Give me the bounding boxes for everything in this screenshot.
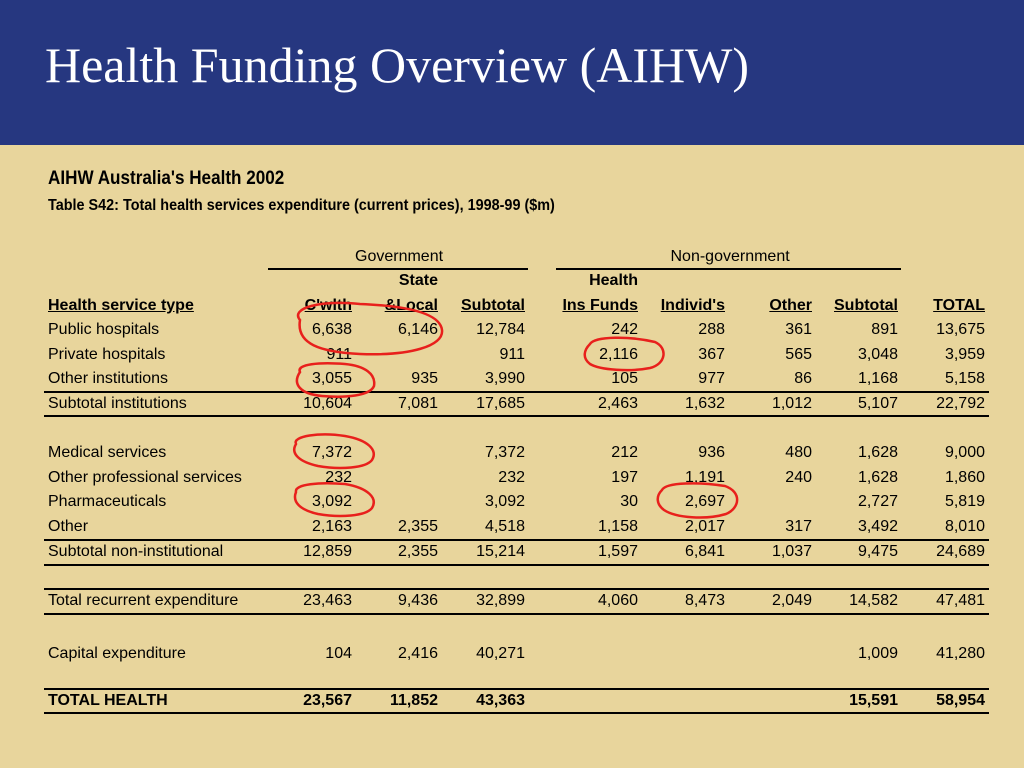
- table-cell: 5,107: [857, 395, 898, 412]
- table-cell: 2,727: [857, 493, 898, 510]
- table-cell: 3,990: [484, 370, 525, 387]
- table-cell: 6,841: [684, 543, 725, 560]
- table-cell: 10,604: [303, 395, 352, 412]
- table-cell: 3,055: [311, 370, 352, 387]
- group-header-non-government: Non-government: [670, 248, 790, 265]
- table-cell: 1,168: [857, 370, 898, 387]
- table-cell: 3,092: [484, 493, 525, 510]
- table-cell: 3,092: [311, 493, 352, 510]
- table-source: AIHW Australia's Health 2002: [48, 168, 285, 189]
- annotation-circle: [297, 363, 374, 396]
- table-cell: 5,158: [944, 370, 985, 387]
- annotation-circle: [298, 303, 442, 354]
- table-cell: 1,628: [857, 444, 898, 461]
- table-cell: 1,632: [684, 395, 725, 412]
- row-label: Public hospitals: [48, 321, 160, 338]
- table-caption: Table S42: Total health services expenditure (current prices), 1998-99 ($m): [48, 197, 555, 214]
- table-cell: 288: [698, 321, 725, 338]
- table-cell: 1,628: [857, 469, 898, 486]
- col-header-state-top: State: [398, 272, 438, 289]
- table-cell: 13,675: [936, 321, 985, 338]
- table-cell: 1,037: [771, 543, 812, 560]
- table-cell: 977: [698, 370, 725, 387]
- row-label: Other professional services: [48, 469, 242, 486]
- table-cell: 86: [794, 370, 812, 387]
- table-cell: 1,158: [597, 518, 638, 535]
- table-cell: 7,372: [311, 444, 352, 461]
- table-cell: 212: [611, 444, 638, 461]
- table-cell: 317: [785, 518, 812, 535]
- table-cell: 8,010: [944, 518, 985, 535]
- col-header-state: &Local: [384, 297, 438, 314]
- table-cell: 15,591: [849, 692, 898, 709]
- col-header-health-top: Health: [589, 272, 638, 289]
- table-cell: 1,860: [944, 469, 985, 486]
- table-cell: 2,697: [684, 493, 725, 510]
- annotation-circle: [295, 483, 374, 516]
- table-cell: 8,473: [684, 592, 725, 609]
- table-cell: 12,784: [476, 321, 525, 338]
- table-cell: 2,049: [771, 592, 812, 609]
- table-cell: 4,060: [597, 592, 638, 609]
- col-header-cwlth: C'wlth: [304, 297, 352, 314]
- table-cell: 367: [698, 346, 725, 363]
- table-cell: 9,000: [944, 444, 985, 461]
- table-cell: 14,582: [849, 592, 898, 609]
- row-label: Subtotal institutions: [48, 395, 187, 412]
- col-header-total: TOTAL: [933, 297, 985, 314]
- annotation-circle: [585, 338, 664, 370]
- table-cell: 11,852: [389, 692, 438, 709]
- table-cell: 32,899: [476, 592, 525, 609]
- row-label: Medical services: [48, 444, 167, 461]
- row-label: Other institutions: [48, 370, 169, 387]
- table-cell: 47,481: [936, 592, 985, 609]
- slide-title: Health Funding Overview (AIHW): [45, 37, 749, 93]
- table-cell: 7,081: [397, 395, 438, 412]
- table-cell: 6,146: [397, 321, 438, 338]
- table-cell: 2,116: [599, 346, 638, 363]
- table-cell: 2,355: [397, 543, 438, 560]
- table-cell: 2,463: [597, 395, 638, 412]
- row-label: Total recurrent expenditure: [48, 592, 239, 609]
- table-cell: 41,280: [936, 645, 985, 662]
- table-cell: 40,271: [476, 645, 525, 662]
- table-cell: 480: [785, 444, 812, 461]
- table-cell: 24,689: [936, 543, 985, 560]
- table-cell: 104: [325, 645, 352, 662]
- col-header-individ: Individ's: [660, 297, 725, 314]
- table-cell: 232: [498, 469, 525, 486]
- table-cell: 43,363: [476, 692, 525, 709]
- table-cell: 105: [611, 370, 638, 387]
- table-cell: 936: [698, 444, 725, 461]
- table-cell: 30: [620, 493, 638, 510]
- table-cell: 2,416: [397, 645, 438, 662]
- col-header-type: Health service type: [48, 297, 194, 314]
- table-cell: 240: [785, 469, 812, 486]
- table-cell: 565: [785, 346, 812, 363]
- group-header-government: Government: [355, 248, 444, 265]
- table-cell: 911: [499, 346, 525, 363]
- table-cell: 232: [325, 469, 352, 486]
- col-header-health: Ins Funds: [562, 297, 638, 314]
- annotation-circle: [294, 434, 373, 468]
- row-label: Pharmaceuticals: [48, 493, 167, 510]
- table-cell: 911: [326, 346, 352, 363]
- table-cell: 23,463: [303, 592, 352, 609]
- row-label: Other: [48, 518, 89, 535]
- table-cell: 891: [871, 321, 898, 338]
- table-cell: 1,009: [857, 645, 898, 662]
- table-cell: 9,475: [857, 543, 898, 560]
- table-cell: 58,954: [936, 692, 985, 709]
- table-cell: 1,012: [771, 395, 812, 412]
- row-label: Private hospitals: [48, 346, 166, 363]
- table-cell: 3,492: [857, 518, 898, 535]
- table-cell: 17,685: [476, 395, 525, 412]
- table-cell: 9,436: [397, 592, 438, 609]
- table-cell: 22,792: [936, 395, 985, 412]
- col-header-ng-subtotal: Subtotal: [834, 297, 898, 314]
- table-cell: 3,048: [857, 346, 898, 363]
- table-cell: 15,214: [476, 543, 525, 560]
- table-cell: 1,597: [597, 543, 638, 560]
- table-cell: 935: [411, 370, 438, 387]
- row-label: TOTAL HEALTH: [48, 692, 168, 709]
- row-label: Capital expenditure: [48, 645, 186, 662]
- col-header-other: Other: [769, 297, 812, 314]
- table-cell: 2,355: [397, 518, 438, 535]
- table-cell: 2,163: [311, 518, 352, 535]
- table-cell: 7,372: [484, 444, 525, 461]
- table-cell: 12,859: [303, 543, 352, 560]
- table-cell: 197: [611, 469, 638, 486]
- table-cell: 1,191: [684, 469, 725, 486]
- table-cell: 361: [785, 321, 812, 338]
- table-cell: 242: [611, 321, 638, 338]
- table-cell: 2,017: [684, 518, 725, 535]
- row-label: Subtotal non-institutional: [48, 543, 224, 560]
- annotation-circle: [658, 483, 737, 517]
- table-cell: 6,638: [311, 321, 352, 338]
- table-cell: 23,567: [303, 692, 352, 709]
- col-header-gov-subtotal: Subtotal: [461, 297, 525, 314]
- table-cell: 4,518: [484, 518, 525, 535]
- table-cell: 3,959: [944, 346, 985, 363]
- table-cell: 5,819: [944, 493, 985, 510]
